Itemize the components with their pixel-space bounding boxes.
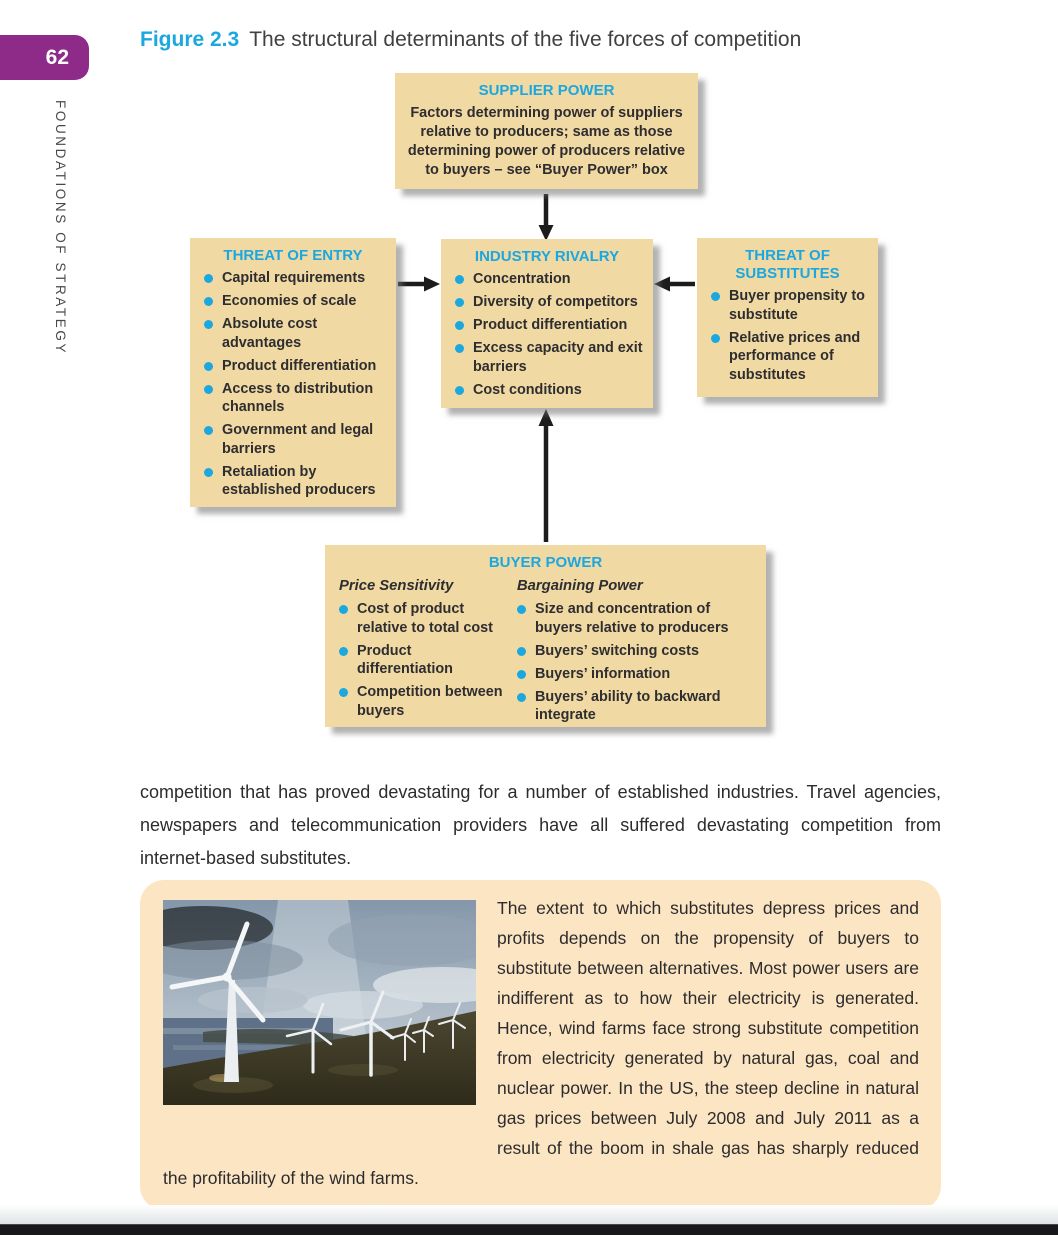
- list-item: Buyer propensity to substitute: [711, 287, 870, 324]
- buyer-power-box: [325, 545, 766, 727]
- list-item: Diversity of competitors: [455, 293, 645, 312]
- figure-caption: [140, 28, 970, 52]
- list-item: Economies of scale: [204, 292, 388, 311]
- price-sensitivity-heading: Price Sensitivity: [339, 578, 454, 594]
- running-head-vertical: FOUNDATIONS OF STRATEGY: [53, 100, 68, 356]
- threat-of-entry-title: THREAT OF ENTRY: [223, 247, 363, 264]
- page-number: 62: [45, 45, 69, 69]
- list-item: Capital requirements: [204, 269, 388, 288]
- threat-of-substitutes-list: [711, 287, 870, 384]
- threat-of-substitutes-box: [697, 238, 878, 397]
- list-item: Concentration: [455, 270, 645, 289]
- price-sensitivity-list: [339, 600, 507, 720]
- list-item: Buyers’ ability to backward integrate: [517, 688, 748, 725]
- list-item: Buyers’ switching costs: [517, 642, 748, 661]
- threat-of-substitutes-title: THREAT OF SUBSTITUTES: [735, 247, 840, 282]
- bargaining-power-heading: Bargaining Power: [517, 578, 643, 594]
- list-item: Cost of product relative to total cost: [339, 600, 507, 637]
- list-item: Retaliation by established producers: [204, 463, 388, 500]
- list-item: Cost conditions: [455, 381, 645, 400]
- page-number-tab: [0, 35, 89, 80]
- bargaining-power-column: [515, 576, 756, 729]
- supplier-power-box: [395, 73, 698, 189]
- list-item: Size and concentration of buyers relative to producers: [517, 600, 748, 637]
- callout-text: The extent to which substitutes depress prices and profits depends on the propensity of buyers to substitute between alternatives. Most power users are indifferent as to how their electricity is generated. Hence, wind farms face strong substitute competition from electricity generated by natural gas, coal and nuclear power. In the US, the steep decline in natural gas prices between July 2008 and July 2011 as a result of the boom in shale gas has sharply reduced the profitability of the wind farms.: [163, 898, 919, 1188]
- list-item: Product differentiation: [455, 316, 645, 335]
- industry-rivalry-box: [441, 239, 653, 408]
- list-item: Government and legal barriers: [204, 421, 388, 458]
- list-item: Product differentiation: [204, 357, 388, 376]
- list-item: Absolute cost advantages: [204, 315, 388, 352]
- list-item: Competition between buyers: [339, 683, 507, 720]
- figure-label: Figure 2.3: [140, 28, 240, 51]
- supplier-power-title: SUPPLIER POWER: [478, 82, 615, 99]
- body-paragraph: competition that has proved devastating for a number of established industries. Travel agencies, newspapers and telecommunication providers have all suffered devastating competition from internet-based substitutes.: [140, 782, 941, 868]
- list-item: Excess capacity and exit barriers: [455, 339, 645, 376]
- threat-of-entry-box: [190, 238, 396, 507]
- buyer-power-columns: [337, 576, 756, 729]
- list-item: Relative prices and performance of substitutes: [711, 329, 870, 385]
- bargaining-power-list: [517, 600, 748, 725]
- list-item: Access to distribution channels: [204, 380, 388, 417]
- wind-farm-photo: [163, 900, 476, 1105]
- buyer-power-title: BUYER POWER: [488, 554, 603, 571]
- price-sensitivity-column: [337, 576, 515, 729]
- supplier-power-body: Factors determining power of suppliers relative to producers; same as those determining power of producers relative to buyers – see “Buyer Power” box: [407, 105, 686, 178]
- page-bottom-fade: [0, 1205, 1058, 1225]
- industry-rivalry-list: [455, 270, 645, 399]
- industry-rivalry-title: INDUSTRY RIVALRY: [474, 248, 620, 265]
- list-item: Buyers’ information: [517, 665, 748, 684]
- callout-box: [140, 880, 941, 1210]
- list-item: Product differentiation: [339, 642, 507, 679]
- page-bottom-bar: [0, 1224, 1058, 1235]
- figure-title-text: The structural determinants of the five forces of competition: [249, 28, 802, 51]
- threat-of-entry-list: [204, 269, 388, 500]
